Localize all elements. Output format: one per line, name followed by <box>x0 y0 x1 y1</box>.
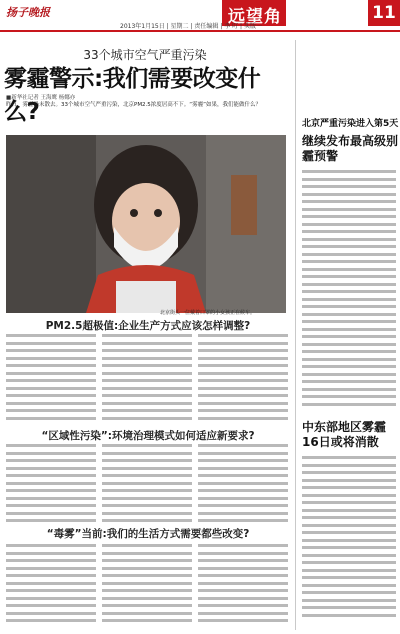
photo-caption: 北京街头一位戴着口罩的小女孩正在候车。 <box>160 310 256 316</box>
newspaper-brand: 扬子晚报 <box>6 6 50 19</box>
main-headline: 雾霾警示:我们需要改变什么? <box>4 66 261 125</box>
article-column-9 <box>198 544 288 627</box>
column-divider <box>295 40 296 630</box>
masthead <box>0 0 400 30</box>
article-column-2 <box>102 334 192 424</box>
sidebar-item-1-headline: 继续发布最高级别霾预警 <box>302 134 399 163</box>
news-photo <box>6 135 286 313</box>
section-3-title: “毒雾”当前:我们的生活方式需要都些改变? <box>46 528 250 540</box>
section-2-title: “区域性污染”:环境治理模式如何适应新要求? <box>41 430 255 442</box>
masthead-rule <box>0 30 400 32</box>
lead-paragraph: 昨日，雾霾仍未散去。33个城市空气严重污染，北京PM2.5浓度居高不下。“雾霾”如果，我们能做什么？ <box>6 102 262 108</box>
section-name: 远望角 <box>228 7 282 27</box>
dateline: 2013年1月15日 | 星期二 | 责任编辑 | 李 叮 | 头版一 <box>120 23 262 30</box>
page-number: 11 <box>368 0 400 26</box>
photo-girl-mask <box>6 135 286 313</box>
article-column-4 <box>6 444 96 527</box>
kicker: 33个城市空气严重污染 <box>83 48 207 62</box>
sidebar-item-1-title: 北京严重污染进入第5天 <box>302 119 399 129</box>
sidebar-column-1 <box>302 170 396 410</box>
article-column-8 <box>102 544 192 627</box>
article-column-5 <box>102 444 192 527</box>
section-1-title: PM2.5超极值:企业生产方式应该怎样调整? <box>45 320 251 332</box>
sidebar-item-2-headline: 中东部地区雾霾16日或将消散 <box>302 420 387 449</box>
sidebar-column-2 <box>302 456 396 621</box>
article-column-3 <box>198 334 288 424</box>
article-column-7 <box>6 544 96 627</box>
byline: ■新华社记者 王海鹰 杨娜亦 <box>6 95 76 101</box>
article-column-6 <box>198 444 288 527</box>
article-column-1 <box>6 334 96 424</box>
